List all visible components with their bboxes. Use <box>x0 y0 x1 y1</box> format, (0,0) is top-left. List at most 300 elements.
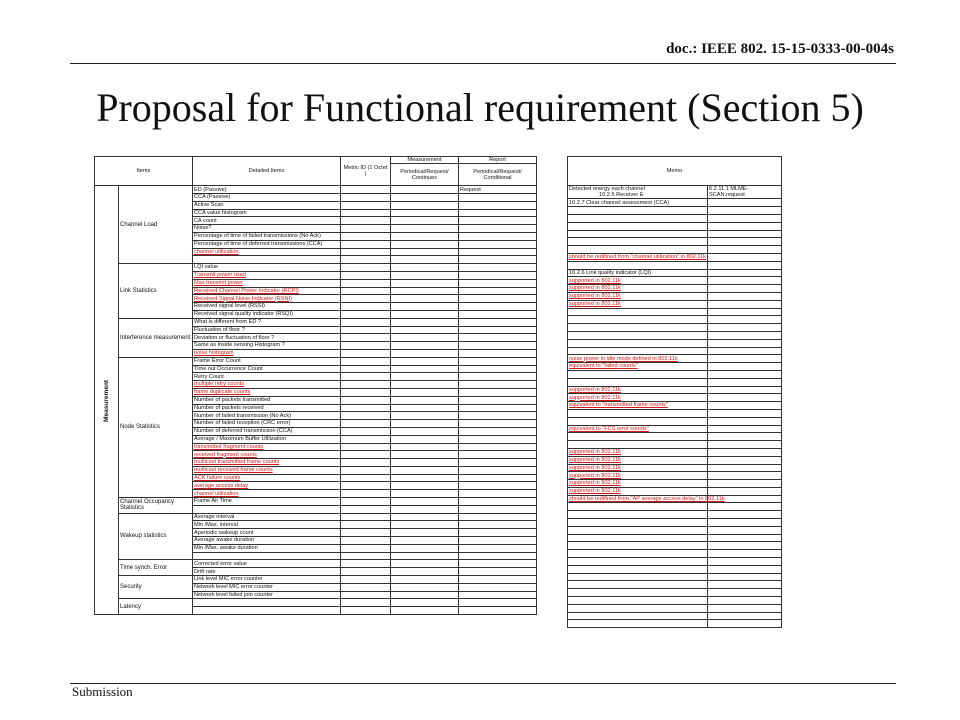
measurement-cell <box>391 287 459 295</box>
report-cell <box>459 560 537 568</box>
memo-row <box>568 456 782 464</box>
metric-id-cell <box>341 474 391 482</box>
memo-cell-right <box>708 207 782 215</box>
measurement-cell <box>391 326 459 334</box>
memo-cell: supported in 802.11k <box>568 480 708 488</box>
memo-cell-right <box>708 215 782 223</box>
memo-row <box>568 511 782 519</box>
detailed-item: Percentage of time of deferred transmissions (CCA) <box>193 240 341 248</box>
metric-id-cell <box>341 201 391 209</box>
category-label: Interference measurement <box>119 318 193 357</box>
memo-row <box>568 573 782 581</box>
header-metric-id: Metric ID (1 Octet ) <box>341 157 391 186</box>
memo-row <box>568 230 782 238</box>
memo-row <box>568 409 782 417</box>
measurement-cell <box>391 271 459 279</box>
metric-id-cell <box>341 544 391 552</box>
metric-id-cell <box>341 194 391 202</box>
detailed-item <box>193 552 341 560</box>
memo-row <box>568 292 782 300</box>
metric-id-cell <box>341 310 391 318</box>
measurement-cell <box>391 264 459 272</box>
measurement-cell <box>391 186 459 194</box>
detailed-item <box>193 599 341 607</box>
detailed-item: transmitted fragment counts <box>193 443 341 451</box>
memo-cell-right <box>708 230 782 238</box>
memo-cell-right: 6.2.11.1 MLME-SCAN.request <box>708 186 782 199</box>
metric-id-cell <box>341 240 391 248</box>
metric-id-cell <box>341 225 391 233</box>
measurement-cell <box>391 443 459 451</box>
measurement-cell <box>391 201 459 209</box>
detailed-item: Aperiodic wakeup count <box>193 529 341 537</box>
footer-submission: Submission <box>72 684 133 699</box>
detailed-item: Transmit power used <box>193 271 341 279</box>
memo-cell-right <box>708 370 782 378</box>
memo-cell <box>568 215 708 223</box>
report-cell <box>459 404 537 412</box>
report-cell <box>459 427 537 435</box>
measurement-cell <box>391 560 459 568</box>
measurement-cell <box>391 303 459 311</box>
memo-row <box>568 331 782 339</box>
report-cell <box>459 552 537 560</box>
metric-id-cell <box>341 435 391 443</box>
report-cell <box>459 544 537 552</box>
memo-cell-right <box>708 480 782 488</box>
detailed-item <box>193 607 341 615</box>
header-items: Items <box>95 157 193 186</box>
memo-cell <box>568 565 708 573</box>
memo-cell-right <box>708 269 782 277</box>
metric-id-cell <box>341 529 391 537</box>
metric-id-cell <box>341 279 391 287</box>
metric-id-cell <box>341 459 391 467</box>
memo-cell-right <box>708 503 782 511</box>
memo-cell: supported in 802.11k <box>568 487 708 495</box>
memo-row <box>568 378 782 386</box>
metric-id-cell <box>341 412 391 420</box>
report-cell <box>459 256 537 264</box>
header-rule <box>70 63 896 64</box>
detailed-item: noise histogram <box>193 349 341 357</box>
memo-cell-right <box>708 417 782 425</box>
memo-row <box>568 526 782 534</box>
memo-row <box>568 347 782 355</box>
metric-id-cell <box>341 552 391 560</box>
report-cell <box>459 318 537 326</box>
memo-cell <box>568 433 708 441</box>
report-cell <box>459 303 537 311</box>
metric-id-cell <box>341 568 391 576</box>
memo-cell-right <box>708 222 782 230</box>
memo-cell: equivalent to "FCS error counts" <box>568 425 708 433</box>
memo-cell-right <box>708 550 782 558</box>
memo-cell-right <box>708 604 782 612</box>
report-cell <box>459 513 537 521</box>
memo-row <box>568 620 782 628</box>
memo-row <box>568 285 782 293</box>
measurement-cell <box>391 552 459 560</box>
detailed-item <box>193 505 341 513</box>
memo-cell-right <box>708 409 782 417</box>
memo-cell-right <box>708 261 782 269</box>
report-cell <box>459 209 537 217</box>
report-cell <box>459 279 537 287</box>
memo-row <box>568 565 782 573</box>
metric-id-cell <box>341 217 391 225</box>
memo-cell-right <box>708 433 782 441</box>
memo-row <box>568 472 782 480</box>
measurement-cell <box>391 248 459 256</box>
memo-cell-right <box>708 589 782 597</box>
memo-cell-right <box>708 277 782 285</box>
memo-cell <box>568 589 708 597</box>
measurement-cell <box>391 310 459 318</box>
detailed-item: frame duplicate counts <box>193 388 341 396</box>
measurement-cell <box>391 505 459 513</box>
measurement-cell <box>391 240 459 248</box>
memo-cell <box>568 347 708 355</box>
measurement-cell <box>391 365 459 373</box>
memo-cell <box>568 316 708 324</box>
memo-cell <box>568 339 708 347</box>
memo-cell <box>568 573 708 581</box>
memo-row <box>568 433 782 441</box>
report-cell <box>459 505 537 513</box>
metric-id-cell <box>341 576 391 584</box>
table-row <box>95 498 537 506</box>
report-cell <box>459 240 537 248</box>
detailed-item: Received signal quality indicator (RSQI) <box>193 310 341 318</box>
memo-row <box>568 207 782 215</box>
table-row <box>95 599 537 607</box>
memo-cell <box>568 261 708 269</box>
memo-row <box>568 487 782 495</box>
measurement-group-label: Measurement <box>95 186 119 615</box>
detailed-item: CA count <box>193 217 341 225</box>
measurement-cell <box>391 459 459 467</box>
memo-cell <box>568 604 708 612</box>
detailed-item: Average awake duration <box>193 537 341 545</box>
memo-cell <box>568 597 708 605</box>
metric-id-cell <box>341 498 391 506</box>
detailed-item: Fluctuation of floor ? <box>193 326 341 334</box>
memo-row <box>568 339 782 347</box>
detailed-item: multicast received frame counts <box>193 466 341 474</box>
footer-rule <box>70 683 896 684</box>
memo-cell-right <box>708 542 782 550</box>
memo-cell <box>568 222 708 230</box>
metric-id-cell <box>341 232 391 240</box>
memo-row <box>568 589 782 597</box>
measurement-cell <box>391 295 459 303</box>
metric-id-cell <box>341 342 391 350</box>
report-cell <box>459 388 537 396</box>
memo-cell-right <box>708 331 782 339</box>
metric-id-cell <box>341 271 391 279</box>
measurement-cell <box>391 342 459 350</box>
measurement-cell <box>391 498 459 506</box>
detailed-item: Same as inside sensing Histogram ? <box>193 342 341 350</box>
measurement-cell <box>391 435 459 443</box>
memo-row <box>568 324 782 332</box>
report-cell <box>459 349 537 357</box>
metric-id-cell <box>341 357 391 365</box>
header-measurement: Measurement <box>391 157 459 164</box>
category-label: Node Statistics <box>119 357 193 497</box>
memo-cell-right <box>708 620 782 628</box>
metric-id-cell <box>341 295 391 303</box>
report-cell <box>459 490 537 498</box>
measurement-cell <box>391 388 459 396</box>
memo-cell-right <box>708 558 782 566</box>
memo-cell: 10.2.6 Link quality indicator (LQI) <box>568 269 708 277</box>
memo-row <box>568 480 782 488</box>
report-cell <box>459 474 537 482</box>
memo-row <box>568 464 782 472</box>
report-cell <box>459 443 537 451</box>
detailed-item: Received Channel Power Indicator (RCPI) <box>193 287 341 295</box>
detailed-item: Corrected error value <box>193 560 341 568</box>
metric-id-cell <box>341 381 391 389</box>
memo-cell-right <box>708 355 782 363</box>
report-cell <box>459 607 537 615</box>
detailed-item: Number of packets received <box>193 404 341 412</box>
detailed-item: Drift rate <box>193 568 341 576</box>
memo-cell-right <box>708 324 782 332</box>
memo-cell: supported in 802.11k <box>568 394 708 402</box>
measurement-cell <box>391 209 459 217</box>
detailed-item: Min /Max. awake duration <box>193 544 341 552</box>
memo-cell-right <box>708 363 782 371</box>
memo-cell: noise power in idle mode defined in 802.11k <box>568 355 708 363</box>
memo-cell <box>568 238 708 246</box>
memo-row <box>568 363 782 371</box>
metric-id-cell <box>341 443 391 451</box>
report-cell <box>459 232 537 240</box>
memo-cell-right <box>708 441 782 449</box>
memo-cell <box>568 542 708 550</box>
report-cell <box>459 287 537 295</box>
header-report: Report <box>459 157 537 164</box>
report-cell <box>459 271 537 279</box>
report-cell <box>459 459 537 467</box>
metric-id-cell <box>341 318 391 326</box>
measurement-cell <box>391 607 459 615</box>
detailed-item <box>193 256 341 264</box>
memo-cell-right <box>708 246 782 254</box>
measurement-cell <box>391 412 459 420</box>
measurement-cell <box>391 373 459 381</box>
memo-cell-right <box>708 253 782 261</box>
report-cell <box>459 568 537 576</box>
memo-row <box>568 355 782 363</box>
memo-row <box>568 215 782 223</box>
detailed-item: Percentage of time of failed transmissions (No Ack) <box>193 232 341 240</box>
memo-cell: supported in 802.11k <box>568 472 708 480</box>
report-cell <box>459 373 537 381</box>
report-cell <box>459 342 537 350</box>
metric-id-cell <box>341 334 391 342</box>
memo-cell <box>568 612 708 620</box>
report-cell <box>459 529 537 537</box>
memo-row <box>568 558 782 566</box>
detailed-item: What is different from ED ? <box>193 318 341 326</box>
measurement-cell <box>391 544 459 552</box>
memo-cell <box>568 503 708 511</box>
memo-cell-right <box>708 511 782 519</box>
detailed-item: Number of failed transmission (No Ack) <box>193 412 341 420</box>
memo-cell <box>568 534 708 542</box>
memo-cell: supported in 802.11k <box>568 448 708 456</box>
metric-id-cell <box>341 303 391 311</box>
metric-id-cell <box>341 420 391 428</box>
memo-cell-right <box>708 448 782 456</box>
metric-id-cell <box>341 209 391 217</box>
measurement-cell <box>391 396 459 404</box>
memo-cell <box>568 417 708 425</box>
detailed-item: CCA value histogram <box>193 209 341 217</box>
measurement-cell <box>391 568 459 576</box>
metric-id-cell <box>341 326 391 334</box>
memo-row <box>568 550 782 558</box>
memo-cell-right <box>708 339 782 347</box>
detailed-item: Link level MIC error counter <box>193 576 341 584</box>
table-row <box>95 186 537 194</box>
measurement-cell <box>391 537 459 545</box>
detailed-item: Max transmit power <box>193 279 341 287</box>
memo-cell-right <box>708 456 782 464</box>
memo-cell <box>568 331 708 339</box>
metric-id-cell <box>341 388 391 396</box>
detailed-item: ACK failure counts <box>193 474 341 482</box>
detailed-item: Average / Maximum Buffer Utilization <box>193 435 341 443</box>
detailed-item: multiple retry counts <box>193 381 341 389</box>
memo-cell: supported in 802.11k <box>568 300 708 308</box>
category-label: Channel Occupancy Statistics <box>119 498 193 514</box>
detailed-item: Noise? <box>193 225 341 233</box>
measurement-cell <box>391 583 459 591</box>
memo-cell-right <box>708 581 782 589</box>
memo-text: Detected energy each channel <box>569 186 645 192</box>
report-cell <box>459 482 537 490</box>
measurement-cell <box>391 232 459 240</box>
memo-row <box>568 199 782 207</box>
detailed-item: average access delay <box>193 482 341 490</box>
memo-cell-right <box>708 612 782 620</box>
detailed-item: channel utilization <box>193 490 341 498</box>
memo-cell-right <box>708 464 782 472</box>
report-cell <box>459 201 537 209</box>
report-cell <box>459 310 537 318</box>
memo-cell-right <box>708 316 782 324</box>
memo-cell: should be redifined from "AP average access delay" in 802.11k <box>569 495 725 502</box>
report-cell <box>459 381 537 389</box>
metric-id-cell <box>341 599 391 607</box>
detailed-item: Network level MIC error counter <box>193 583 341 591</box>
metric-id-cell <box>341 482 391 490</box>
report-cell <box>459 420 537 428</box>
memo-row <box>568 441 782 449</box>
memo-row <box>568 581 782 589</box>
measurement-cell <box>391 599 459 607</box>
memo-cell <box>568 370 708 378</box>
slide-title: Proposal for Functional requirement (Section 5) <box>96 85 864 130</box>
metric-id-cell <box>341 505 391 513</box>
detailed-item: Frame Air Time <box>193 498 341 506</box>
measurement-cell <box>391 225 459 233</box>
measurement-cell <box>391 482 459 490</box>
category-label: Wakeup statistics <box>119 513 193 560</box>
detailed-item: Frame Error Count <box>193 357 341 365</box>
memo-row <box>568 186 782 199</box>
measurement-cell <box>391 334 459 342</box>
memo-row <box>568 425 782 433</box>
memo-cell-right <box>708 285 782 293</box>
table-row <box>95 318 537 326</box>
metric-id-cell <box>341 583 391 591</box>
detailed-item: Deviation or fluctuation of floor ? <box>193 334 341 342</box>
report-cell <box>459 599 537 607</box>
memo-cell: equivalent to "failed counts" <box>568 363 708 371</box>
memo-row <box>568 534 782 542</box>
detailed-item: CCA (Passive) <box>193 194 341 202</box>
memo-row <box>568 503 782 511</box>
measurement-cell <box>391 256 459 264</box>
report-cell <box>459 248 537 256</box>
memo-cell-right <box>708 565 782 573</box>
detailed-item: LQI value <box>193 264 341 272</box>
measurement-cell <box>391 279 459 287</box>
requirements-table <box>94 156 537 615</box>
memo-cell <box>568 550 708 558</box>
report-cell: Request <box>459 186 537 194</box>
measurement-cell <box>391 529 459 537</box>
report-cell <box>459 591 537 599</box>
header-memo: Memo <box>568 157 782 186</box>
detailed-item: Time out Occurrence Count <box>193 365 341 373</box>
measurement-cell <box>391 576 459 584</box>
memo-table <box>567 156 782 628</box>
memo-cell-right <box>708 308 782 316</box>
detailed-item: Number of packets transmitted <box>193 396 341 404</box>
memo-row <box>568 417 782 425</box>
report-cell <box>459 576 537 584</box>
report-cell <box>459 412 537 420</box>
report-cell <box>459 225 537 233</box>
memo-row <box>568 269 782 277</box>
memo-cell-right <box>708 519 782 527</box>
metric-id-cell <box>341 256 391 264</box>
memo-cell <box>568 324 708 332</box>
metric-id-cell <box>341 560 391 568</box>
detailed-item: Min /Max. interval <box>193 521 341 529</box>
memo-cell-right <box>708 347 782 355</box>
measurement-cell <box>391 466 459 474</box>
memo-cell-right <box>708 386 782 394</box>
detailed-item: Number of deferred transmission (CCA) <box>193 427 341 435</box>
category-label: Link Statistics <box>119 264 193 319</box>
metric-id-cell <box>341 513 391 521</box>
memo-cell <box>568 378 708 386</box>
measurement-cell <box>391 349 459 357</box>
memo-cell-right <box>708 472 782 480</box>
measurement-cell <box>391 420 459 428</box>
report-cell <box>459 326 537 334</box>
memo-cell-right <box>708 199 782 207</box>
detailed-item: channel utilization <box>193 248 341 256</box>
